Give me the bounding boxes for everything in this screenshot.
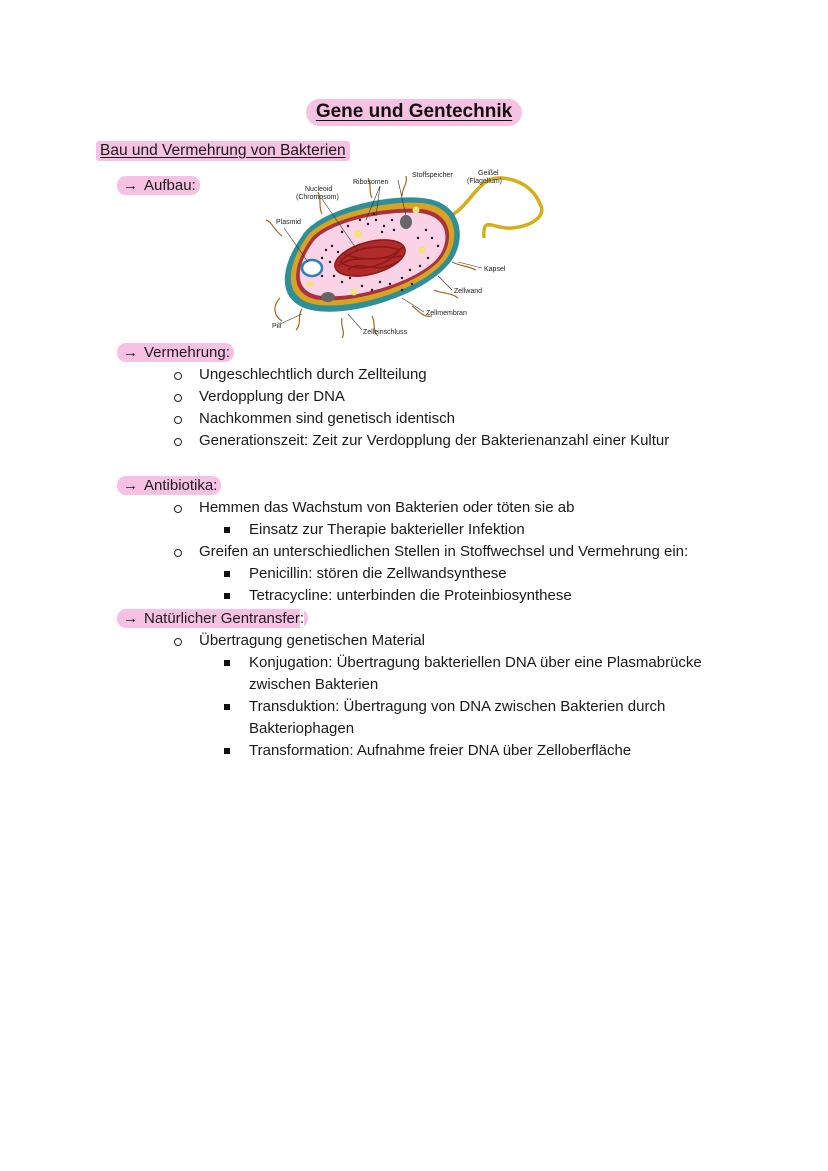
bacterium-diagram [262,166,554,338]
label-nucleoid: Nucleoid [305,186,333,193]
circle-bullet-icon [174,394,182,402]
label-ribosomen: Ribosomen [353,179,389,186]
circle-bullet-icon [174,372,182,380]
arrow-icon: → [123,610,138,627]
label-zellmembran: Zellmembran [426,310,467,317]
arrow-icon: → [123,477,138,494]
circle-bullet-icon [174,416,182,424]
circle-bullet-icon [174,638,182,646]
heading-vermehrung-label: Vermehrung: [144,344,230,361]
heading-colon: : [299,610,305,627]
heading-antibiotika-label: Antibiotika: [144,477,218,494]
arrow-icon: → [123,344,138,361]
label-plasmid: Plasmid [276,219,301,226]
label-stoffspeicher: Stoffspeicher [412,172,453,179]
square-bullet-icon [224,704,230,710]
square-bullet-icon [224,527,230,533]
inclusion-shape [321,292,335,302]
page-title-wrap [0,99,828,126]
label-pili: Pili [272,323,282,330]
circle-bullet-icon [174,438,182,446]
label-zelleinschluss: Zelleinschluss [363,329,407,336]
circle-bullet-icon [174,505,182,513]
heading-gentransfer [117,609,308,628]
label-chromosom: (Chromosom) [296,194,339,201]
label-geissel: Geißel [478,170,499,177]
label-kapsel: Kapsel [484,266,506,273]
label-zellwand: Zellwand [454,288,483,295]
flagellum-shape [447,178,542,238]
heading-gentransfer-label: Natürlicher Gentransfer [144,610,300,627]
square-bullet-icon [224,660,230,666]
square-bullet-icon [224,593,230,599]
plasmid-shape [302,260,322,276]
circle-bullet-icon [174,549,182,557]
section-subtitle: Bau und Vermehrung von Bakterien [96,141,350,161]
heading-aufbau [117,176,200,195]
arrow-icon: → [123,177,138,194]
square-bullet-icon [224,748,230,754]
label-flagellum: (Flagellum) [467,178,503,185]
page-title: Gene und Gentechnik [306,99,522,126]
square-bullet-icon [224,571,230,577]
storage-granule-shape [400,215,412,229]
heading-antibiotika [117,476,221,495]
heading-aufbau-label: Aufbau: [144,177,196,194]
heading-vermehrung [117,343,234,362]
